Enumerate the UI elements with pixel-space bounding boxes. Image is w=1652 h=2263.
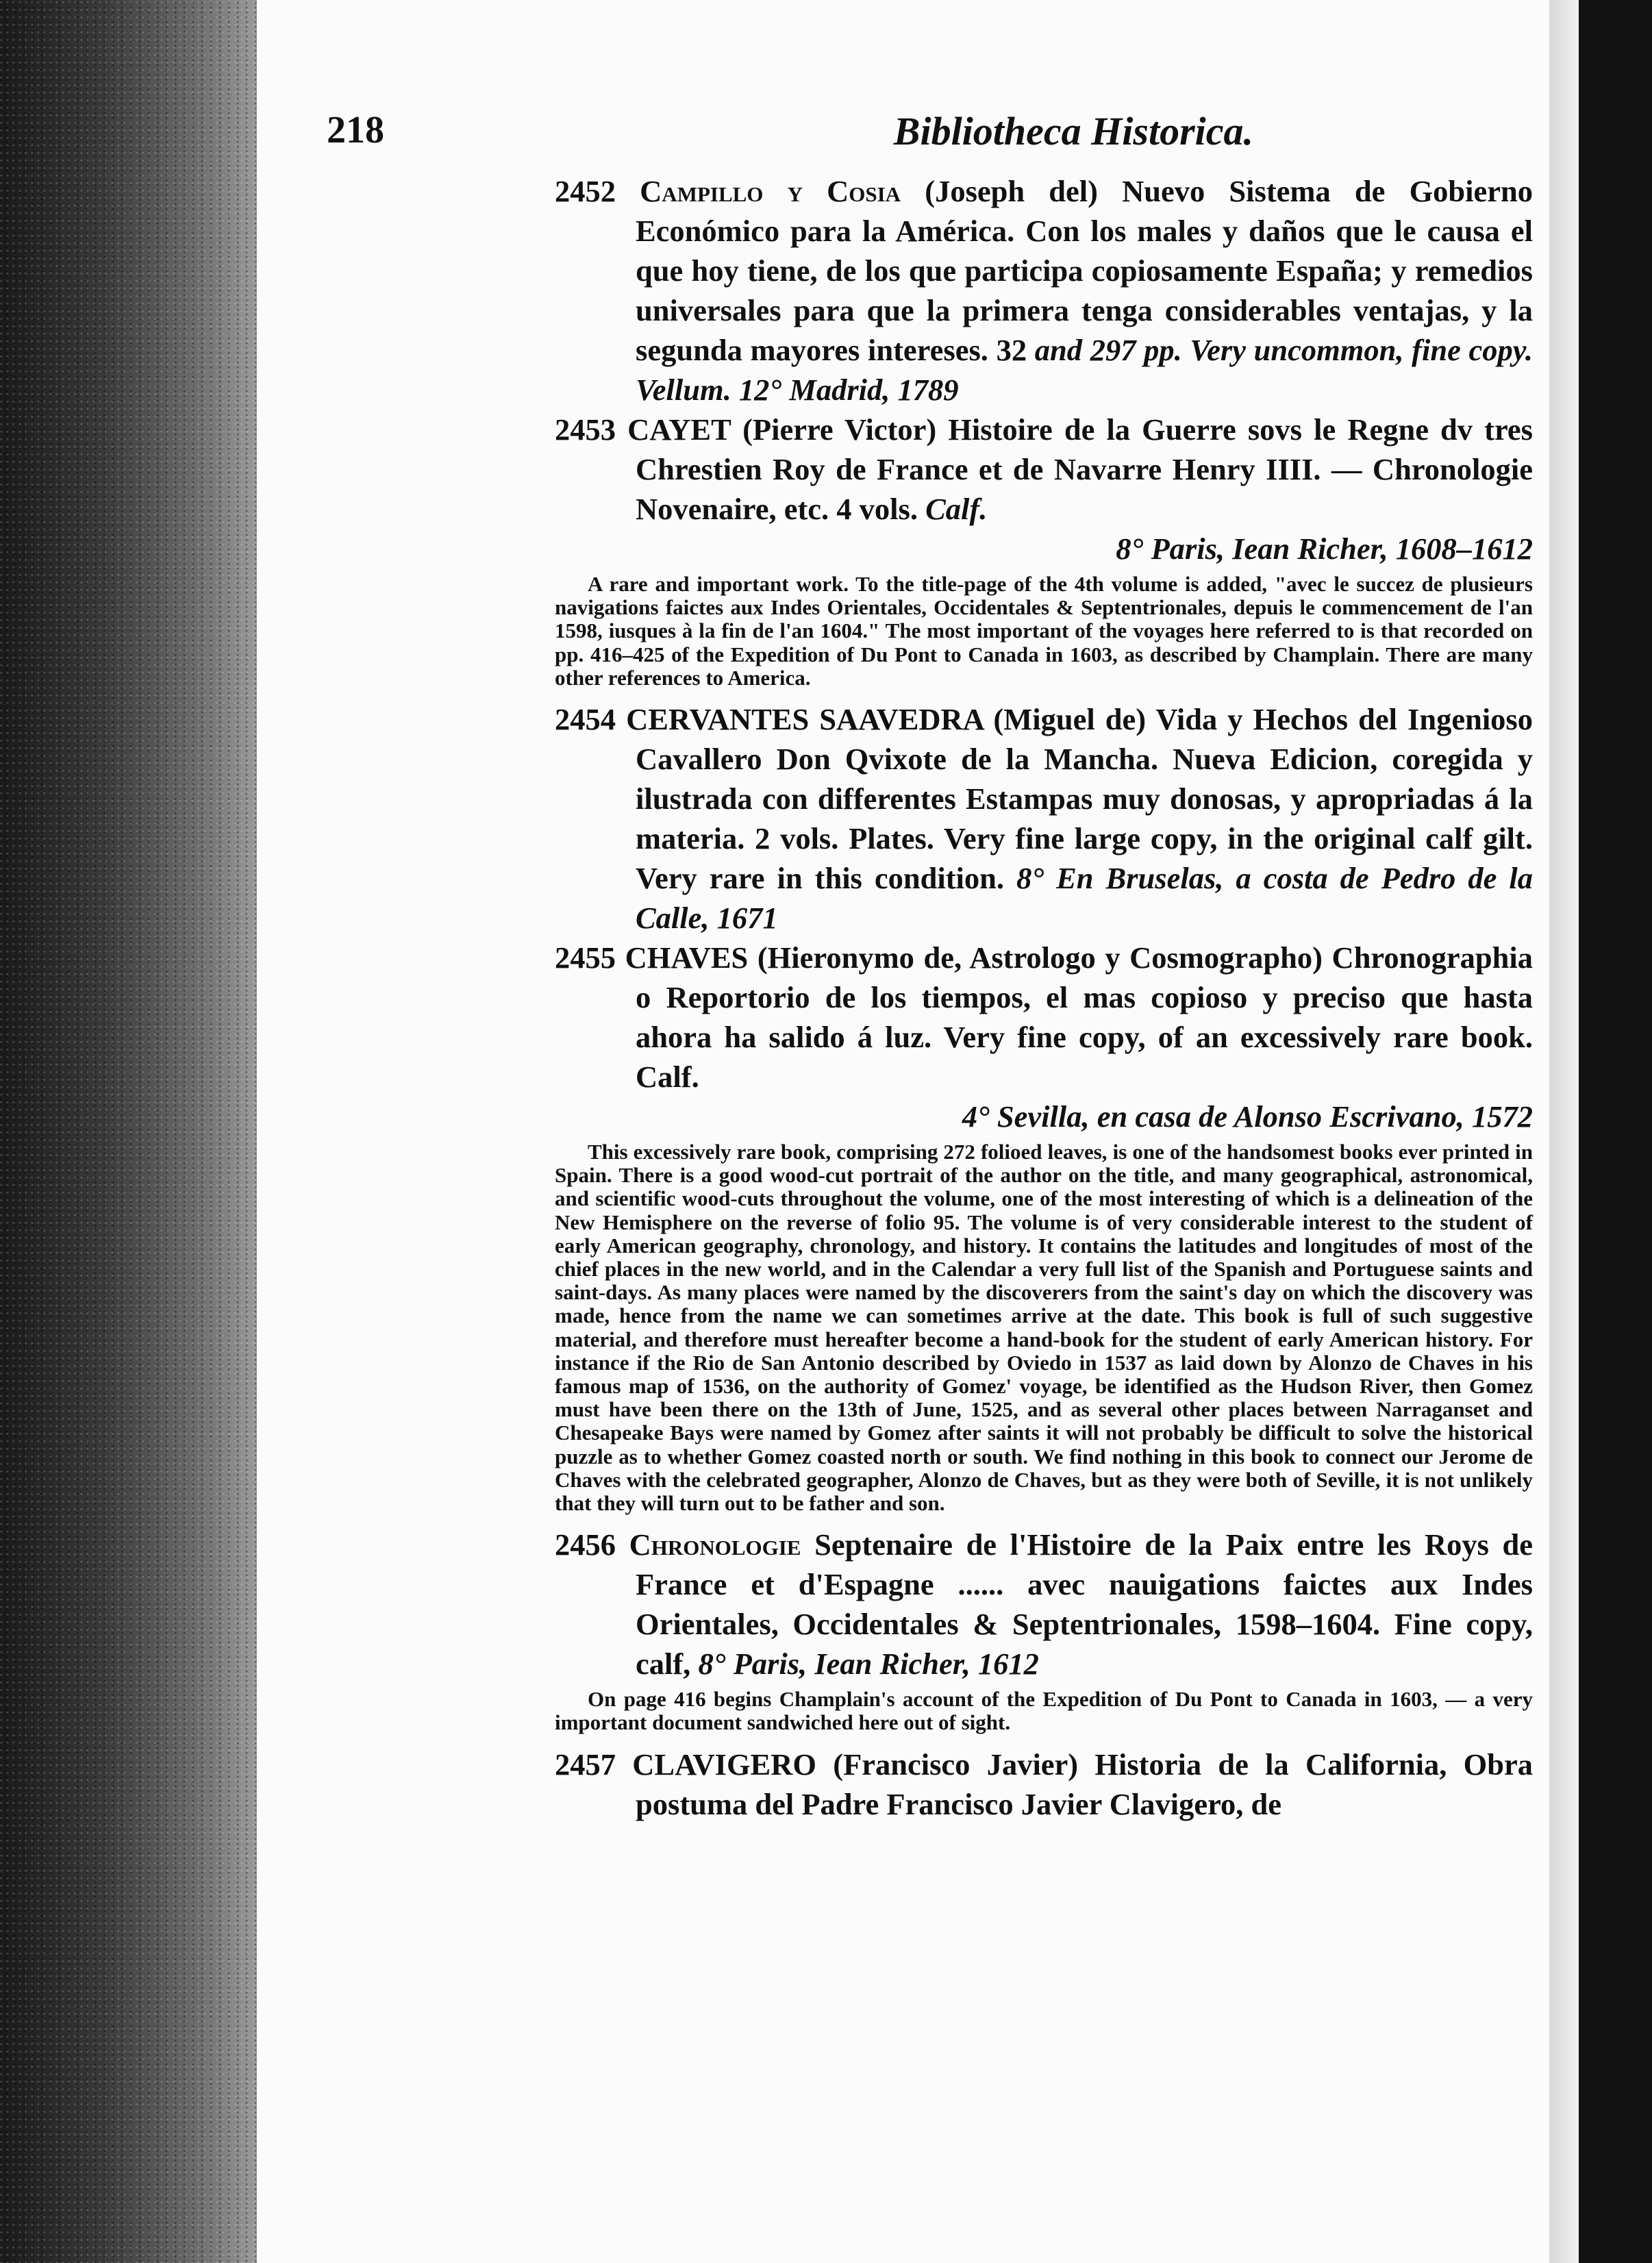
entry-imprint: 12° Madrid, 1789 (738, 373, 959, 407)
entry-number: 2456 (555, 1527, 616, 1562)
entry-text: (Miguel de) Vida y Hechos del Ingenioso Cavallero Don Qvixote de la Mancha. Nueva Edicion, coregida y ilustrada con differentes Estampas muy donosas, y apropriadas á la materia. 2 vols. Plates. Very fine large copy, in the original calf gilt. Very rare in this condition. (636, 702, 1533, 896)
entry-note: On page 416 begins Champlain's account of the Expedition of Du Pont to Canada in 1603, — a very important document sandwiched here out of sight. (555, 1687, 1533, 1735)
scan-edge-right (1579, 0, 1652, 2263)
entry-text: (Joseph del) Nuevo Sistema de Gobierno Económico para la América. Con los males y daños que le causa el que hoy tiene, de los que participa copiosamente España; y remedios universales para que la primera tenga considerables ventajas, y la segunda mayores intereses. 32 (636, 174, 1534, 367)
catalog-entry-2455 (555, 938, 1533, 1516)
entry-number: 2453 (555, 412, 616, 447)
next-page-fragment: 2 (1634, 1360, 1647, 1391)
entry-author: CAYET (627, 412, 731, 447)
entry-author: CLAVIGERO (632, 1747, 816, 1781)
catalog-entry-2456 (555, 1525, 1533, 1735)
entry-note: This excessively rare book, comprising 272 folioed leaves, is one of the handsomest books ever printed in Spain. There is a good wood-cut portrait of the author on the title, and many geographical, astronomical, and scientific wood-cuts throughout the volume, one of the most interesting of which is a delineation of the New Hemisphere on the reverse of folio 95. The volume is of very considerable interest to the student of early American geography, chronology, and history. It contains the latitudes and longitudes of most of the chief places in the new world, and in the Calendar a very full list of the Spanish and Portuguese saints and saint-days. As many places were named by the discoverers from the saint's day on which the discovery was made, hence from the name we can sometimes arrive at the date. This book is full of such suggestive material, and therefore must hereafter become a hand-book for the student of early American history. For instance if the Rio de San Antonio described by Oviedo in 1537 as laid down by Alonzo de Chaves in his famous map of 1536, on the authority of Gomez' voyage, be identified as the Hudson River, then Gomez must have been there on the 13th of June, 1525, and as several other places between Narraganset and Chesapeake Bays were named by Gomez after saints it will not probably be difficult to solve the historical puzzle as to whether Gomez coasted north or south. We find nothing in this book to connect our Jerome de Chaves with the celebrated geographer, Alonzo de Chaves, but as they were both of Seville, it is not unlikely that they will turn out to be father and son. (555, 1140, 1533, 1516)
catalog-entry-2457 (555, 1745, 1534, 1824)
entry-number: 2454 (555, 702, 616, 737)
catalog-entry-2452 (555, 171, 1534, 410)
entry-text: (Hieronymo de, Astrologo y Cosmographo) Chronographia o Reportorio de los tiempos, el mas copioso y preciso que hasta ahora ha salido á luz. Very fine copy, of an excessively rare book. Calf. (636, 940, 1533, 1095)
entry-imprint: 4° Sevilla, en casa de Alonso Escrivano, 1572 (962, 1099, 1533, 1134)
entry-imprint: 8° En Bruselas, a costa de Pedro de la Calle, 1671 (636, 861, 1534, 936)
next-page-fragment: 2 (1634, 1490, 1647, 1521)
entry-text: (Pierre Victor) Histoire de la Guerre sovs le Regne dv tres Chrestien Roy de France et de Navarre Henry IIII. — Chronologie Novenaire, etc. 4 vols. (636, 412, 1534, 526)
entry-imprint: 8° Paris, Iean Richer, 1612 (698, 1647, 1039, 1681)
catalog-entry-2454 (555, 699, 1534, 938)
running-title: Bibliotheca Historica. (893, 109, 1253, 153)
entry-imprint: 8° Paris, Iean Richer, 1608–1612 (1116, 532, 1533, 566)
page-header (327, 108, 1253, 170)
next-page-fragment: 2 (1634, 1665, 1647, 1696)
catalog-entry-2453 (555, 410, 1534, 690)
entry-text: Septenaire de l'Histoire de la Paix entre les Roys de France et d'Espagne ...... avec nauigations faictes aux Indes Orientales, Occidentales & Septentrionales, 1598–1604. Fine copy, calf, (636, 1527, 1533, 1681)
entry-number: 2452 (555, 174, 616, 208)
entry-text: (Francisco Javier) Historia de la California, Obra postuma del Padre Francisco Javier Clavigero, de (636, 1747, 1534, 1821)
entry-author: CHAVES (625, 940, 749, 975)
page-number: 218 (327, 109, 384, 151)
entry-note: A rare and important work. To the title-page of the 4th volume is added, "avec le succez de plusieurs navigations faictes aux Indes Orientales, Occidentales & Septentrionales, depuis le commencement de l'an 1598, iusques à la fin de l'an 1604." The most important of the voyages here referred to is that recorded on pp. 416–425 of the Expedition of Du Pont to Canada in 1603, as described by Champlain. There are many other references to America. (555, 572, 1533, 690)
entry-author: CERVANTES SAAVEDRA (626, 702, 984, 737)
entry-number: 2455 (555, 940, 616, 975)
entry-author: Chronologie (629, 1527, 801, 1562)
entry-pages-note: and 297 pp. Very uncommon, fine copy. Vellum. (636, 333, 1534, 407)
scan-edge-left (0, 0, 257, 2263)
catalog-content (555, 171, 1534, 1824)
entry-author: Campillo y Cosia (640, 174, 901, 208)
entry-binding: Calf. (925, 492, 988, 526)
entry-number: 2457 (555, 1747, 616, 1781)
